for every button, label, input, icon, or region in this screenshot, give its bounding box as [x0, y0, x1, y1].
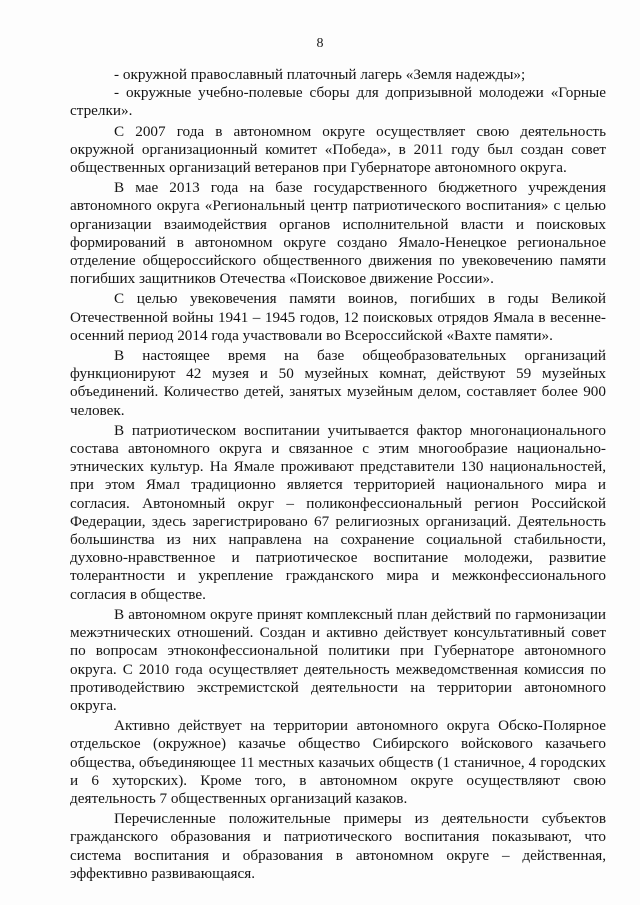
paragraph-conclusion: Перечисленные положительные примеры из деятельности субъектов гражданского образования и патриотического воспитания показывают, что система воспитания и образования в автономном округе – действенная, эффективно развивающаяся. [70, 810, 606, 882]
list-item-zemlya-nadezhdy: - окружной православный платочный лагерь «Земля надежды»; [114, 66, 526, 83]
paragraph-memory-watch: С целью увековечения памяти воинов, погибших в годы Великой Отечественной войны 1941 – 1945 годов, 12 поисковых отрядов Ямала в весенне-осенний период 2014 года участвовали во Всероссийской «Вахте памяти». [70, 290, 606, 344]
list-item-gornye-strelki: - окружные учебно-полевые сборы для допризывной молодежи «Горные стрелки». [70, 84, 606, 120]
paragraph-multinational: В патриотическом воспитании учитывается фактор многонационального состава автономного округа и связанное с этим многообразие национально-этнических культур. На Ямале проживают представители 130 национальностей, при этом Ямал традиционно является территорией национального мира и согласия. Автономный округ – поликонфессиональный регион Российской Федерации, здесь зарегистрировано 67 религиозных организаций. Деятельность большинства из них направлена на сохранение социальной стабильности, духовно-нравственное и патриотическое воспитание молодежи, развитие толерантности и укрепление гражданского мира и межконфессионального согласия в обществе. [70, 421, 606, 603]
paragraph-cossacks: Активно действует на территории автономного округа Обско-Полярное отдельское (окружное) казачье общество Сибирского войскового казачьего общества, объединяющее 11 местных казачьих обществ (1 станичное, 4 городских и 6 хуторских). Кроме того, в автономном округе осуществляют свою деятельность 7 общественных организаций казаков. [70, 717, 606, 807]
paragraph-search-movement: В мае 2013 года на базе государственного бюджетного учреждения автономного округа «Региональный центр патриотического воспитания» с целью организации взаимодействия органов исполнительной власти и поисковых формирований в автономном округе создано Ямало-Ненецкое региональное отделение общероссийского общественного движения по увековечению памяти погибших защитников Отечества «Поисковое движение России». [70, 179, 606, 288]
body-text [70, 66, 606, 885]
paragraph-pobeda-committee: С 2007 года в автономном округе осуществляет свою деятельность окружной организационный комитет «Победа», в 2011 году был создан совет общественных организаций ветеранов при Губернаторе автономного округа. [70, 122, 606, 177]
paragraph-museums: В настоящее время на базе общеобразовательных организаций функционируют 42 музея и 50 музейных комнат, действуют 59 музейных объединений. Количество детей, занятых музейным делом, составляет более 900 человек. [70, 347, 606, 419]
paragraph-interethnic-plan: В автономном округе принят комплексный план действий по гармонизации межэтнических отношений. Создан и активно действует консультативный совет по вопросам этноконфессиональной политики при Губернаторе автономного округа. С 2010 года осуществляет деятельность межведомственная комиссия по противодействию экстремистской деятельности на территории автономного округа. [70, 605, 606, 714]
page-number: 8 [316, 36, 324, 51]
